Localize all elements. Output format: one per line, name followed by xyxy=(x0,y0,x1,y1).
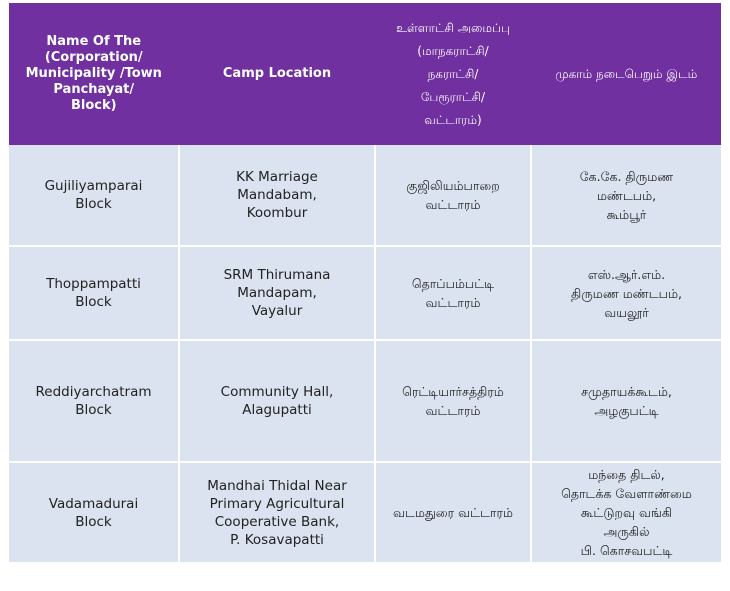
cell-line: கூம்பூர் xyxy=(606,206,647,222)
cell-line: அருகில் xyxy=(603,524,650,539)
cell-line: Vadamadurai xyxy=(48,495,139,512)
cell-line: வடமதுரை வட்டாரம் xyxy=(393,505,513,520)
cell-camp-place-tamil xyxy=(531,246,721,340)
table-body xyxy=(9,145,721,563)
header-line: Panchayat/ xyxy=(53,82,135,97)
header-line: நகராட்சி/ xyxy=(427,66,479,81)
cell-line: சமுதாயக்கூடம், xyxy=(581,384,672,399)
cell-line: Mandhai Thidal Near xyxy=(207,477,347,494)
table-row xyxy=(9,462,721,563)
table-row xyxy=(9,145,721,246)
header-line: முகாம் நடைபெறும் இடம் xyxy=(555,66,698,81)
cell-line: திருமண மண்டபம், xyxy=(570,285,682,301)
cell-camp-location xyxy=(179,145,375,246)
cell-camp-location xyxy=(179,246,375,340)
cell-line: அழகுபட்டி xyxy=(594,403,659,418)
cell-line: Mandapam, xyxy=(237,285,317,301)
header-row xyxy=(9,3,721,145)
cell-line: மந்தை திடல், xyxy=(588,467,665,482)
header-line: பேரூராட்சி/ xyxy=(420,89,486,104)
cell-line: Vayalur xyxy=(251,303,303,319)
cell-line: Gujiliyamparai xyxy=(44,178,143,194)
header-camp-place-tamil xyxy=(531,3,721,145)
header-line: வட்டாரம்) xyxy=(424,112,482,127)
cell-line: Reddiyarchatram xyxy=(35,384,152,400)
cell-line: தொப்பம்பட்டி xyxy=(411,276,495,291)
cell-line: Alagupatti xyxy=(242,402,312,418)
cell-camp-location xyxy=(179,462,375,563)
cell-camp-place-tamil xyxy=(531,462,721,563)
cell-line: Block xyxy=(75,196,112,212)
cell-local-body-name xyxy=(9,462,179,563)
cell-line: வட்டாரம் xyxy=(425,403,481,418)
cell-line: Mandabam, xyxy=(237,187,317,203)
header-line: உள்ளாட்சி அமைப்பு xyxy=(396,20,510,35)
table-row xyxy=(9,340,721,462)
cell-line: வட்டாரம் xyxy=(425,197,481,212)
cell-line: Block xyxy=(75,402,112,418)
cell-local-body-tamil xyxy=(375,145,531,246)
cell-line: Primary Agricultural xyxy=(209,495,345,512)
cell-camp-location xyxy=(179,340,375,462)
cell-line: SRM Thirumana xyxy=(223,267,331,283)
cell-line: எஸ்.ஆர்.எம். xyxy=(587,266,666,282)
cell-camp-place-tamil xyxy=(531,145,721,246)
cell-line: வட்டாரம் xyxy=(425,295,481,310)
cell-local-body-name xyxy=(9,340,179,462)
cell-line: Community Hall, xyxy=(220,384,334,400)
cell-line: KK Marriage xyxy=(236,169,318,185)
cell-line: மண்டபம், xyxy=(596,187,657,203)
header-local-body-tamil xyxy=(375,3,531,145)
cell-local-body-tamil xyxy=(375,462,531,563)
cell-line: தொடக்க வேளாண்மை xyxy=(561,486,692,501)
cell-line: பி. கொசவபட்டி xyxy=(580,543,673,558)
cell-line: ரெட்டியார்சத்திரம் xyxy=(402,384,504,399)
cell-local-body-name xyxy=(9,145,179,246)
table-row xyxy=(9,246,721,340)
cell-local-body-name xyxy=(9,246,179,340)
header-line: (Corporation/ xyxy=(44,50,143,65)
header-local-body-name xyxy=(9,3,179,145)
cell-line: Block xyxy=(75,294,112,310)
cell-local-body-tamil xyxy=(375,340,531,462)
camp-schedule-table xyxy=(9,3,721,564)
header-line: Camp Location xyxy=(222,66,332,81)
header-camp-location xyxy=(179,3,375,145)
cell-line: கே.கே. திருமண xyxy=(579,168,674,184)
cell-local-body-tamil xyxy=(375,246,531,340)
cell-line: P. Kosavapatti xyxy=(230,531,324,548)
header-line: Municipality /Town xyxy=(25,66,162,81)
header-line: (மாநகராட்சி/ xyxy=(417,43,489,58)
header-line: Name Of The xyxy=(46,34,142,49)
cell-line: Thoppampatti xyxy=(46,276,141,292)
cell-line: குஜிலியம்பாறை xyxy=(406,178,500,193)
cell-line: Block xyxy=(75,513,112,530)
cell-line: வயலூர் xyxy=(604,304,649,320)
table-header xyxy=(9,3,721,145)
cell-line: கூட்டுறவு வங்கி xyxy=(580,505,673,520)
cell-camp-place-tamil xyxy=(531,340,721,462)
header-line: Block) xyxy=(70,98,117,113)
cell-line: Cooperative Bank, xyxy=(214,513,340,530)
cell-line: Koombur xyxy=(246,205,308,221)
